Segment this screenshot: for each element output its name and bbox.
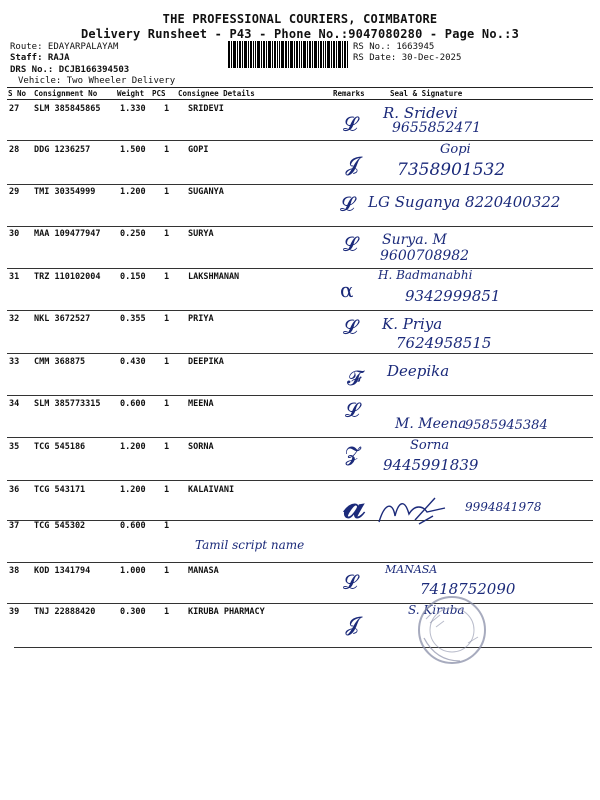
cell-consignee: MEENA [188,399,214,409]
hospital-stamp [400,593,504,667]
row-separator [7,353,593,354]
remark-mark: 𝓙 [345,612,359,636]
cell-sno: 39 [9,607,20,617]
col-consignment: Consignment No [34,89,98,98]
cell-weight: 0.300 [120,607,146,617]
cell-weight: 1.200 [120,485,146,495]
signature-r36 [375,494,450,530]
signature-r30: Surya. M [382,232,447,248]
cell-sno: 31 [9,272,20,282]
phone-r30: 9600708982 [380,248,470,264]
barcode-icon [228,41,348,68]
cell-pcs: 1 [164,485,170,495]
cell-consignment: CMM 368875 [34,357,86,367]
cell-pcs: 1 [164,145,170,155]
cell-pcs: 1 [164,314,170,324]
col-pcs: PCS [152,89,166,98]
cell-weight: 0.600 [120,521,146,531]
row-separator [7,395,593,396]
cell-consignment: TCG 545186 [34,442,86,452]
cell-pcs: 1 [164,521,170,531]
phone-r32: 7624958515 [396,334,492,352]
row-separator [7,603,593,604]
signature-r27: R. Sridevi [383,104,458,122]
cell-sno: 38 [9,566,20,576]
route-label: Route: EDAYARPALAYAM [10,42,119,52]
cell-consignment: TMI 30354999 [34,187,96,197]
cell-consignee: SORNA [188,442,214,452]
row-separator [7,140,593,141]
row-separator [7,480,593,481]
phone-r27: 9655852471 [392,120,482,136]
staff-label: Staff: RAJA [10,53,70,63]
cell-consignee: SUGANYA [188,187,224,197]
remark-mark: 𝓙 [345,152,359,176]
signature-r34: M. Meena [395,416,467,432]
cell-sno: 33 [9,357,20,367]
col-weight: Weight [117,89,145,98]
drs-number: DRS No.: DCJB166394503 [10,65,130,75]
cell-weight: 1.200 [120,442,146,452]
row-separator [7,184,593,185]
signature-r28: Gopi [440,142,471,157]
cell-sno: 34 [9,399,20,409]
remark-mark: 𝓛 [343,112,358,136]
cell-consignee: MANASA [188,566,219,576]
cell-pcs: 1 [164,607,170,617]
cell-consignee: LAKSHMANAN [188,272,240,282]
cell-sno: 30 [9,229,20,239]
signature-r33: Deepika [387,362,450,380]
signature-r35: Sorna [410,438,450,453]
cell-sno: 35 [9,442,20,452]
cell-weight: 0.150 [120,272,146,282]
remark-mark: α [340,278,354,302]
cell-sno: 28 [9,145,20,155]
cell-pcs: 1 [164,442,170,452]
phone-r35: 9445991839 [383,456,479,474]
cell-consignment: KOD 1341794 [34,566,91,576]
row-separator [7,310,593,311]
signature-r29: LG Suganya 8220400322 [368,193,561,211]
col-sno: S No [8,89,27,98]
remark-mark: 𝓛 [340,192,355,216]
header-rule-bottom [7,99,593,100]
cell-consignee: SRIDEVI [188,104,224,114]
cell-weight: 1.500 [120,145,146,155]
signature-r38: MANASA [385,563,438,576]
remark-mark: 𝓛 [343,570,358,594]
cell-consignment: DDG 1236257 [34,145,91,155]
cell-sno: 27 [9,104,20,114]
col-consignee: Consignee Details [178,89,255,98]
company-title: THE PROFESSIONAL COURIERS, COIMBATORE [162,12,438,26]
cell-pcs: 1 [164,229,170,239]
cell-weight: 0.355 [120,314,146,324]
cell-sno: 36 [9,485,20,495]
runsheet-title: Delivery Runsheet - P43 - Phone No.:9047080280 - Page No.:3 [80,27,520,41]
phone-r34: 9585945384 [465,418,548,433]
cell-consignee: GOPI [188,145,209,155]
signature-r32: K. Priya [382,315,443,333]
cell-weight: 0.430 [120,357,146,367]
consignee-r37-handwritten: Tamil script name [195,538,305,552]
remark-mark: 𝓩 [345,442,360,466]
cell-pcs: 1 [164,399,170,409]
cell-consignment: SLM 385773315 [34,399,101,409]
cell-weight: 1.200 [120,187,146,197]
cell-sno: 37 [9,521,20,531]
cell-consignment: NKL 3672527 [34,314,91,324]
remark-mark: 𝓪 [343,482,367,528]
col-signature: Seal & Signature [390,89,463,98]
row-separator [7,268,593,269]
cell-consignment: MAA 109477947 [34,229,101,239]
cell-consignment: TRZ 110102004 [34,272,101,282]
cell-pcs: 1 [164,357,170,367]
signature-r31: H. Badmanabhi [378,268,473,282]
cell-consignment: TCG 545302 [34,521,86,531]
remark-mark: 𝓛 [345,398,360,422]
row-separator [14,647,592,648]
cell-consignment: SLM 385845865 [34,104,101,114]
cell-pcs: 1 [164,104,170,114]
phone-r38: 7418752090 [420,580,516,598]
header-rule-top [7,87,593,88]
cell-consignee: PRIYA [188,314,214,324]
remark-mark: 𝓛 [343,232,358,256]
row-separator [7,437,593,438]
cell-sno: 29 [9,187,20,197]
cell-consignee: KIRUBA PHARMACY [188,607,265,617]
cell-weight: 1.330 [120,104,146,114]
cell-sno: 32 [9,314,20,324]
rs-date: RS Date: 30-Dec-2025 [353,53,462,63]
vehicle-label: Vehicle: Two Wheeler Delivery [18,76,176,86]
phone-r31: 9342999851 [405,287,501,305]
cell-consignment: TNJ 22888420 [34,607,96,617]
phone-r28: 7358901532 [397,160,506,180]
cell-consignee: KALAIVANI [188,485,235,495]
cell-pcs: 1 [164,272,170,282]
cell-consignee: SURYA [188,229,214,239]
remark-mark: 𝓛 [343,315,358,339]
cell-pcs: 1 [164,566,170,576]
rs-number: RS No.: 1663945 [353,42,435,52]
cell-weight: 0.250 [120,229,146,239]
cell-consignee: DEEPIKA [188,357,224,367]
row-separator [7,520,593,521]
cell-pcs: 1 [164,187,170,197]
phone-r36: 9994841978 [465,500,542,514]
signature-r39: S. Kiruba [408,603,465,617]
cell-consignment: TCG 543171 [34,485,86,495]
cell-weight: 1.000 [120,566,146,576]
cell-weight: 0.600 [120,399,146,409]
row-separator [7,226,593,227]
col-remarks: Remarks [333,89,365,98]
row-separator [7,562,593,563]
remark-mark: 𝓕 [347,366,362,390]
